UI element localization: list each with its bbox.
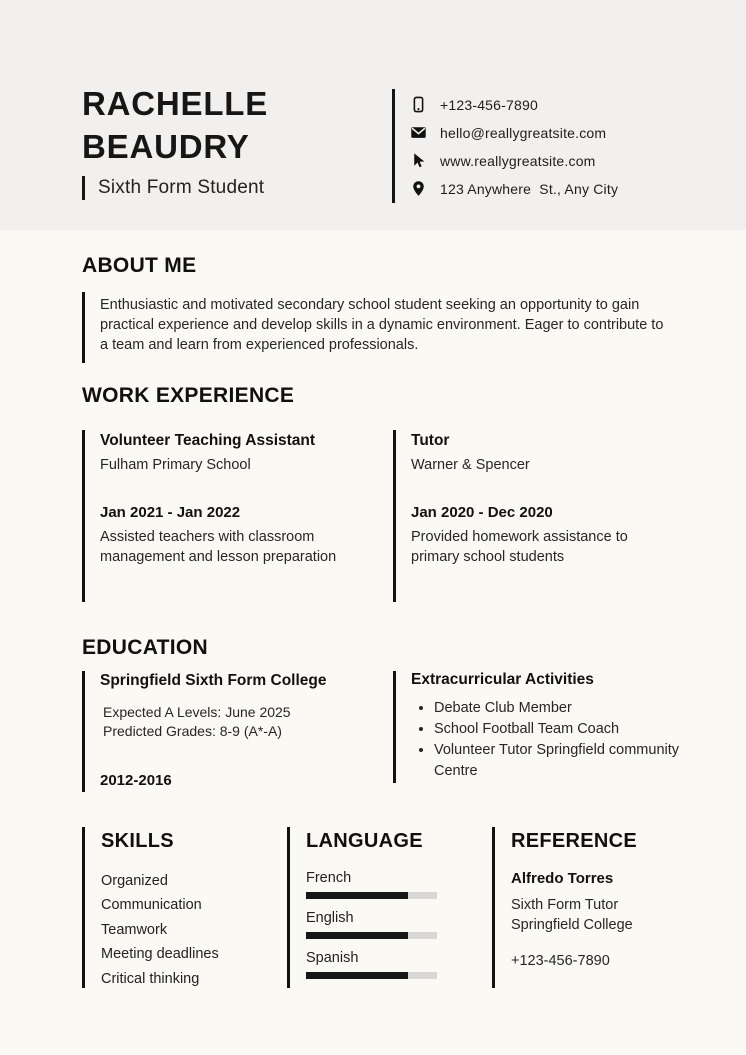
phone-icon (410, 96, 427, 113)
job-employer: Fulham Primary School (100, 457, 251, 473)
job-dates: Jan 2020 - Dec 2020 (411, 504, 553, 521)
language-list (306, 870, 492, 979)
reference-org: Springfield College (511, 916, 633, 933)
job-role: Tutor (411, 432, 450, 449)
language-block (287, 827, 492, 988)
skill-item: Organized (101, 873, 168, 889)
skill-item: Critical thinking (101, 970, 200, 987)
reference-block (492, 827, 704, 988)
skills-title: SKILLS (101, 830, 174, 852)
about-section-title: ABOUT ME (82, 254, 197, 277)
job-description: Provided homework assistance to primary school students (411, 529, 628, 565)
work-section-title: WORK EXPERIENCE (82, 384, 295, 407)
education-detail-grades: Predicted Grades: 8-9 (A*-A) (103, 723, 282, 739)
language-level-fill (306, 972, 408, 979)
location-icon (410, 180, 427, 197)
skill-item: Teamwork (101, 921, 168, 938)
language-level-track (306, 972, 437, 979)
job-description: Assisted teachers with classroom management and lesson preparation (100, 529, 337, 565)
extracurricular-item: • Debate Club Member (434, 698, 704, 719)
contact-website (410, 151, 618, 170)
job-role: Volunteer Teaching Assistant (100, 432, 316, 449)
language-item (306, 950, 492, 979)
language-name: Spanish (306, 950, 359, 966)
extracurricular-item: • Volunteer Tutor Springfield community Centre (434, 740, 704, 782)
language-name: French (306, 870, 352, 886)
contact-list (410, 95, 618, 198)
education-columns (82, 671, 704, 792)
contact-email (410, 123, 618, 142)
email-icon (410, 124, 427, 141)
education-school: Springfield Sixth Form College (100, 672, 327, 689)
job-employer: Warner & Spencer (411, 457, 530, 473)
reference-title: REFERENCE (511, 830, 638, 852)
subtitle-accent-bar (82, 176, 85, 200)
reference-phone: +123-456-7890 (511, 953, 610, 969)
name-line-1: RACHELLE (82, 85, 269, 122)
skill-item: Communication (101, 897, 202, 914)
skills-list (101, 869, 287, 991)
extracurricular-block (393, 671, 704, 783)
skill-item: Meeting deadlines (101, 946, 219, 963)
contact-address-text: 123 Anywhere St., Any City (440, 180, 619, 197)
job-subtitle (82, 176, 264, 200)
contact-phone-text: +123-456-7890 (440, 96, 538, 113)
contact-website-text: www.reallygreatsite.com (440, 152, 596, 169)
education-detail-levels: Expected A Levels: June 2025 (103, 704, 291, 720)
contact-address (410, 179, 618, 198)
cursor-icon (410, 152, 427, 169)
bottom-columns (82, 827, 704, 988)
job-entry (82, 430, 393, 602)
extracurricular-title: Extracurricular Activities (411, 671, 594, 688)
name-line-2: BEAUDRY (82, 128, 250, 165)
language-name: English (306, 910, 354, 926)
language-level-fill (306, 932, 408, 939)
language-level-fill (306, 892, 408, 899)
subtitle-text: Sixth Form Student (98, 177, 265, 198)
language-level-track (306, 932, 437, 939)
reference-role: Sixth Form Tutor (511, 897, 619, 913)
extracurricular-list (411, 698, 704, 782)
job-entry (393, 430, 704, 602)
person-name (82, 82, 268, 168)
about-paragraph: Enthusiastic and motivated secondary school student seeking an opportunity to gain practical experience and develop skills in a dynamic environment. Eager to contribute to a team and learn from experienced professionals. (82, 292, 670, 363)
header-vertical-divider (392, 89, 395, 203)
education-entry (82, 671, 393, 792)
extracurricular-item: • School Football Team Coach (434, 719, 704, 740)
language-item (306, 870, 492, 899)
skills-block (82, 827, 287, 988)
reference-name: Alfredo Torres (511, 870, 614, 887)
header (0, 0, 746, 230)
language-level-track (306, 892, 437, 899)
work-experience-columns (82, 430, 704, 602)
contact-email-text: hello@reallygreatsite.com (440, 124, 607, 141)
education-section-title: EDUCATION (82, 636, 208, 659)
contact-phone (410, 95, 618, 114)
language-title: LANGUAGE (306, 830, 423, 852)
job-dates: Jan 2021 - Jan 2022 (100, 504, 241, 521)
language-item (306, 910, 492, 939)
education-years: 2012-2016 (100, 772, 172, 789)
